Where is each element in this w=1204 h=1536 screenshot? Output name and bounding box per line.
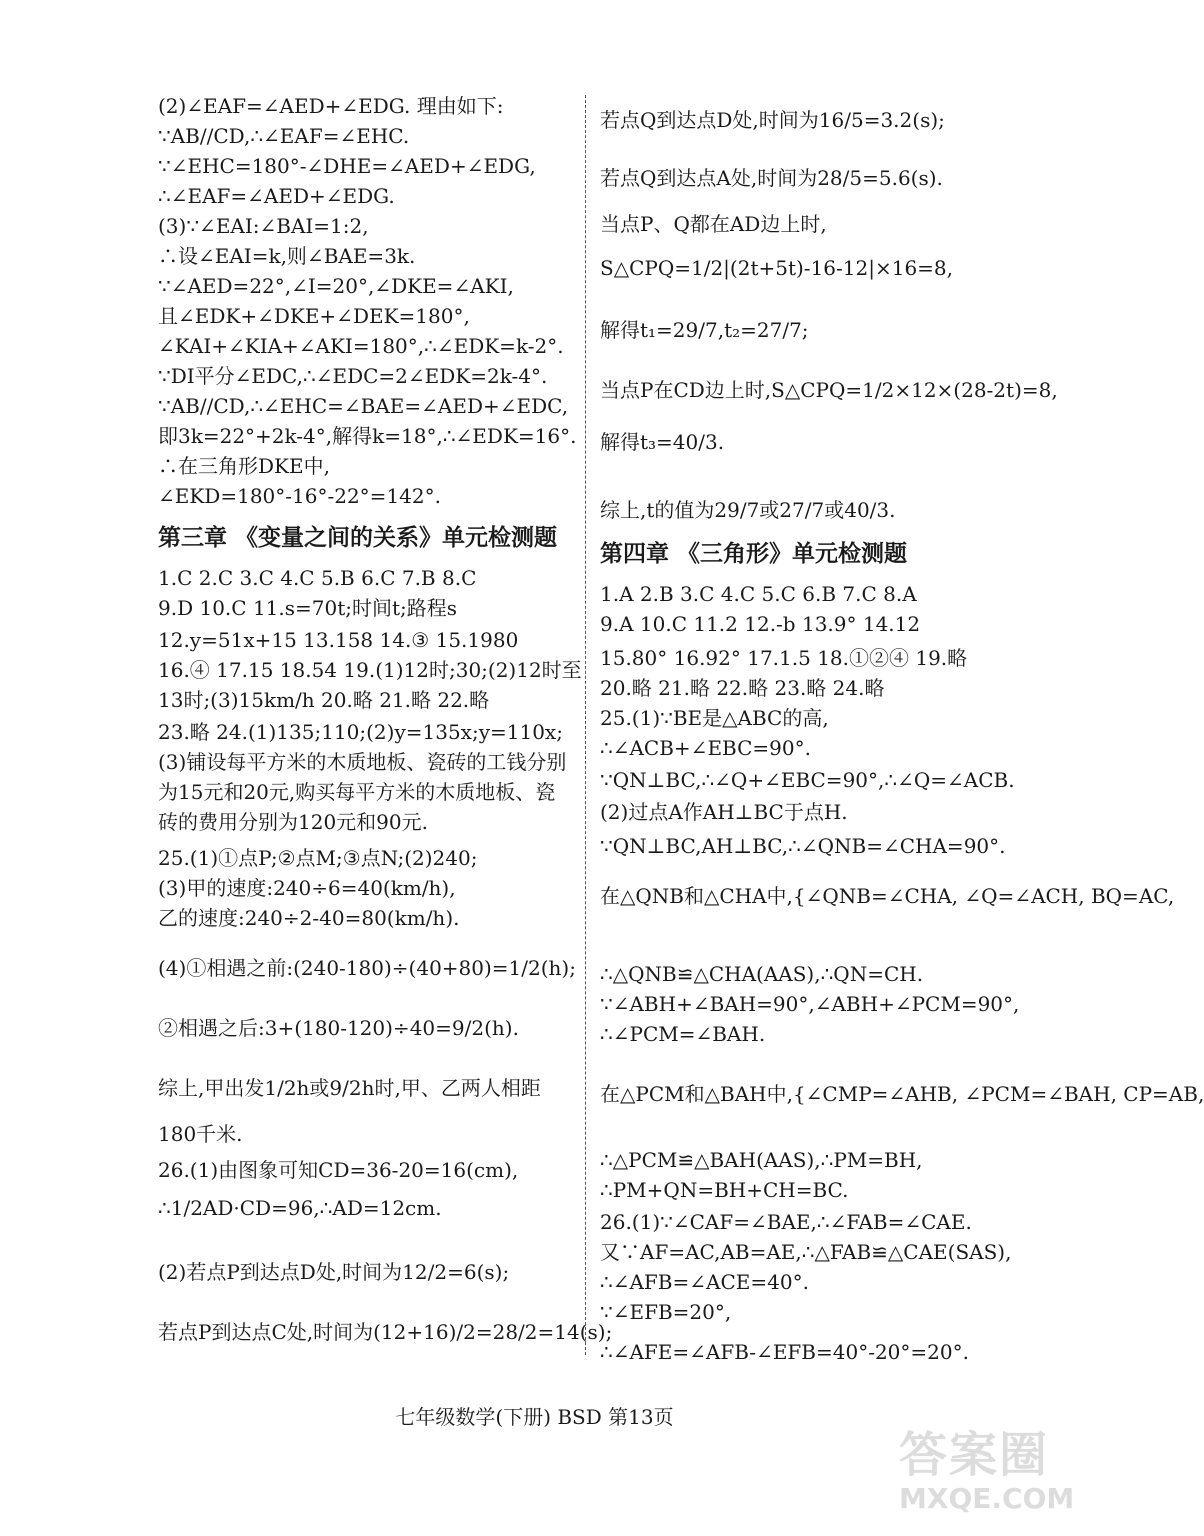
watermark-url: MXQE.COM [899, 1482, 1075, 1515]
text-line: 若点Q到达点D处,时间为16/5=3.2(s); [600, 108, 945, 132]
text-line: ∴∠AFE=∠AFB-∠EFB=40°-20°=20°. [600, 1340, 969, 1364]
text-line: 1.A 2.B 3.C 4.C 5.C 6.B 7.C 8.A [600, 582, 917, 606]
text-line: 解得t₁=29/7,t₂=27/7; [600, 318, 809, 342]
section-heading: 第三章 《变量之间的关系》单元检测题 [158, 524, 558, 551]
text-line: (4)①相遇之前:(240-180)÷(40+80)=1/2(h); [158, 956, 576, 980]
text-line: ∴△PCM≌△BAH(AAS),∴PM=BH, [600, 1148, 923, 1172]
text-line: ∵∠ABH+∠BAH=90°,∠ABH+∠PCM=90°, [600, 992, 1020, 1016]
text-line: 20.略 21.略 22.略 23.略 24.略 [600, 676, 885, 700]
text-line: 当点P在CD边上时,S△CPQ=1/2×12×(28-2t)=8, [600, 378, 1058, 402]
text-line: 乙的速度:240÷2-40=80(km/h). [158, 906, 460, 930]
text-line: 180千米. [158, 1122, 243, 1146]
text-line: ∵∠EHC=180°-∠DHE=∠AED+∠EDG, [158, 154, 536, 178]
text-line: 且∠EDK+∠DKE+∠DEK=180°, [158, 304, 470, 328]
text-line: ∴PM+QN=BH+CH=BC. [600, 1178, 849, 1202]
text-line: ∴∠PCM=∠BAH. [600, 1022, 766, 1046]
text-line: 当点P、Q都在AD边上时, [600, 212, 827, 236]
text-line: 解得t₃=40/3. [600, 430, 725, 454]
text-line: (2)过点A作AH⊥BC于点H. [600, 800, 848, 824]
watermark-logo [889, 1416, 1075, 1526]
text-line: 若点Q到达点A处,时间为28/5=5.6(s). [600, 166, 943, 190]
page-footer: 七年级数学(下册) BSD 第13页 [395, 1405, 674, 1429]
text-line: 综上,甲出发1/2h或9/2h时,甲、乙两人相距 [158, 1076, 541, 1100]
text-line: 9.A 10.C 11.2 12.-b 13.9° 14.12 [600, 612, 921, 636]
text-line: 砖的费用分别为120元和90元. [158, 810, 428, 834]
text-line: (3)∵∠EAI:∠BAI=1:2, [158, 214, 369, 238]
text-line: 即3k=22°+2k-4°,解得k=18°,∴∠EDK=16°. [158, 424, 577, 448]
text-line: ∵AB//CD,∴∠EAF=∠EHC. [158, 124, 410, 148]
text-line: 12.y=51x+15 13.158 14.③ 15.1980 [158, 628, 519, 652]
text-line: 16.④ 17.15 18.54 19.(1)12时;30;(2)12时至 [158, 658, 582, 682]
text-line: 9.D 10.C 11.s=70t;时间t;路程s [158, 596, 458, 620]
text-line: S△CPQ=1/2|(2t+5t)-16-12|×16=8, [600, 256, 954, 280]
text-line: 为15元和20元,购买每平方米的木质地板、瓷 [158, 780, 556, 804]
text-line: 23.略 24.(1)135;110;(2)y=135x;y=110x; [158, 720, 563, 744]
text-line: ∵AB//CD,∴∠EHC=∠BAE=∠AED+∠EDC, [158, 394, 569, 418]
text-line: ∵∠EFB=20°, [600, 1300, 732, 1324]
text-line: 15.80° 16.92° 17.1.5 18.①②④ 19.略 [600, 646, 968, 670]
text-line: (3)铺设每平方米的木质地板、瓷砖的工钱分别 [158, 750, 567, 774]
text-line: ∵QN⊥BC,∴∠Q+∠EBC=90°,∴∠Q=∠ACB. [600, 768, 1015, 792]
text-line: ∵∠AED=22°,∠I=20°,∠DKE=∠AKI, [158, 274, 514, 298]
text-line: ∴设∠EAI=k,则∠BAE=3k. [158, 244, 416, 268]
text-line: 26.(1)由图象可知CD=36-20=16(cm), [158, 1158, 519, 1182]
text-line: 13时;(3)15km/h 20.略 21.略 22.略 [158, 688, 490, 712]
watermark-mark: 答案圈 [899, 1427, 1050, 1483]
text-line: 在△QNB和△CHA中,{∠QNB=∠CHA, ∠Q=∠ACH, BQ=AC, [600, 884, 1175, 908]
text-line: 25.(1)∵BE是△ABC的高, [600, 706, 829, 730]
text-line: (2)若点P到达点D处,时间为12/2=6(s); [158, 1260, 510, 1284]
text-line: 综上,t的值为29/7或27/7或40/3. [600, 498, 896, 522]
text-line: 25.(1)①点P;②点M;③点N;(2)240; [158, 846, 478, 870]
section-heading: 第四章 《三角形》单元检测题 [600, 540, 908, 567]
text-line: 又∵AF=AC,AB=AE,∴△FAB≌△CAE(SAS), [600, 1240, 1012, 1264]
text-line: 在△PCM和△BAH中,{∠CMP=∠AHB, ∠PCM=∠BAH, CP=AB, [600, 1082, 1204, 1106]
text-line: ∴∠EAF=∠AED+∠EDG. [158, 184, 395, 208]
text-line: 若点P到达点C处,时间为(12+16)/2=28/2=14(s); [158, 1320, 613, 1344]
text-line: (3)甲的速度:240÷6=40(km/h), [158, 876, 456, 900]
text-line: ②相遇之后:3+(180-120)÷40=9/2(h). [158, 1016, 519, 1040]
text-line: 1.C 2.C 3.C 4.C 5.B 6.C 7.B 8.C [158, 566, 477, 590]
text-line: ∴在三角形DKE中, [158, 454, 330, 478]
text-line: ∠KAI+∠KIA+∠AKI=180°,∴∠EDK=k-2°. [158, 334, 564, 358]
text-line: ∴1/2AD·CD=96,∴AD=12cm. [158, 1196, 442, 1220]
text-line: ∵QN⊥BC,AH⊥BC,∴∠QNB=∠CHA=90°. [600, 834, 1006, 858]
text-line: (2)∠EAF=∠AED+∠EDG. 理由如下: [158, 94, 504, 118]
column-divider [585, 95, 586, 1355]
text-line: ∴∠AFB=∠ACE=40°. [600, 1270, 809, 1294]
text-line: ∴△QNB≌△CHA(AAS),∴QN=CH. [600, 962, 924, 986]
text-line: ∴∠ACB+∠EBC=90°. [600, 736, 811, 760]
text-line: ∵DI平分∠EDC,∴∠EDC=2∠EDK=2k-4°. [158, 364, 548, 388]
text-line: ∠EKD=180°-16°-22°=142°. [158, 484, 441, 508]
text-line: 26.(1)∵∠CAF=∠BAE,∴∠FAB=∠CAE. [600, 1210, 972, 1234]
